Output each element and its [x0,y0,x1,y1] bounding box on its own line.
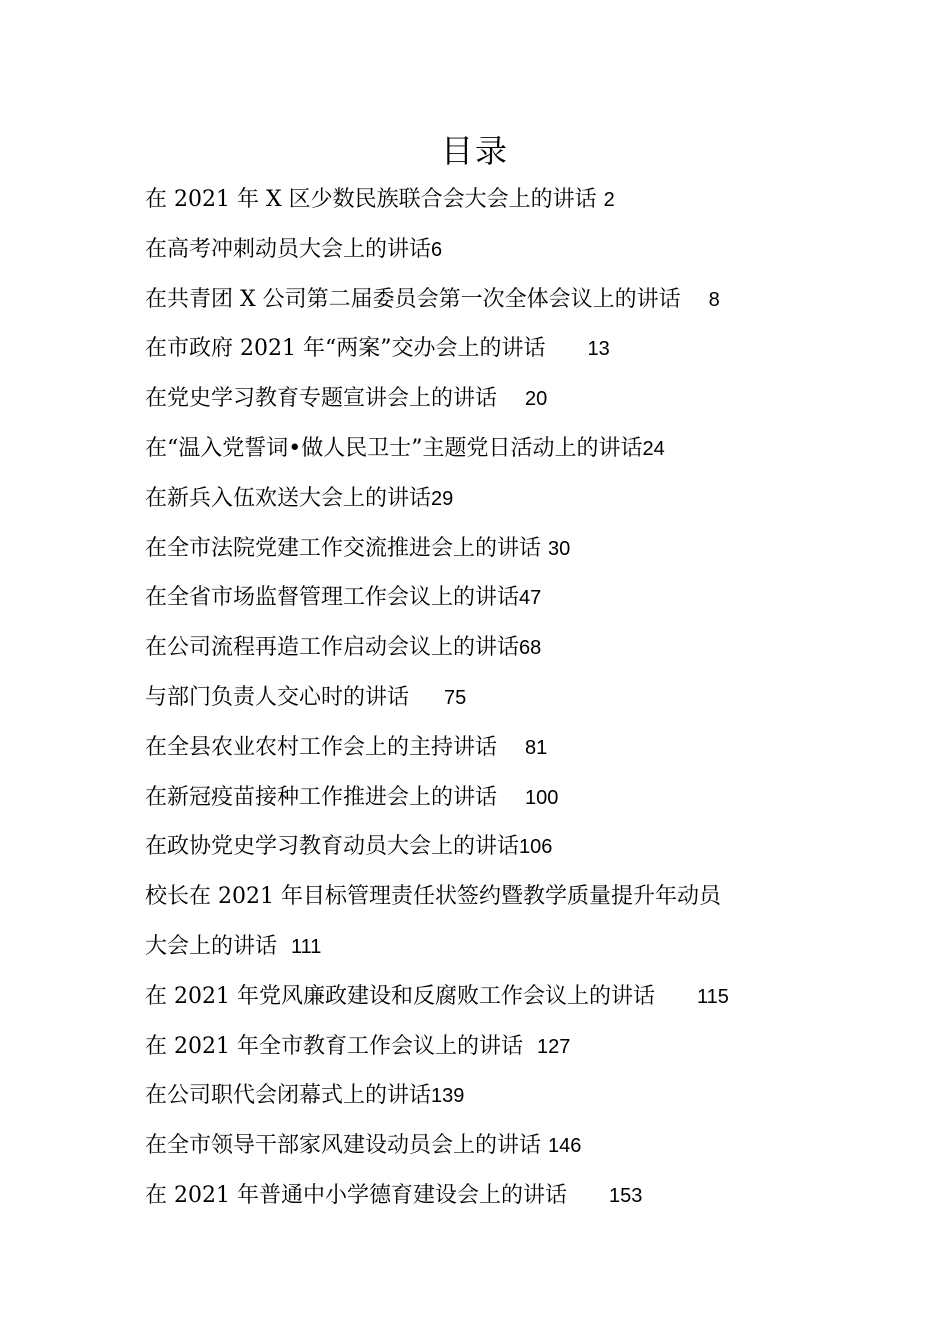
toc-entry-text: 在高考冲刺动员大会上的讲话 [145,236,432,262]
toc-entry-text: 与部门负责人交心时的讲话 [145,684,410,710]
toc-entry[interactable] [145,1121,845,1171]
toc-entry-page: 8 [708,288,720,311]
toc-entry-text: 在全省市场监督管理工作会议上的讲话 [145,585,520,611]
toc-entry-page: 111 [291,935,322,958]
toc-entry[interactable] [145,424,845,474]
toc-entry[interactable] [145,175,845,225]
toc-entry-text: 在 2021 年党风廉政建设和反腐败工作会议上的讲话 [145,983,655,1009]
toc-entry-text: 在 2021 年 X 区少数民族联合会大会上的讲话 [145,187,597,212]
toc-entry-text: 在 2021 年普通中小学德育建设会上的讲话 [145,1182,567,1208]
toc-entry-page: 29 [431,487,454,510]
toc-entry-text: 在全县农业农村工作会上的主持讲话 [145,734,498,760]
toc-entry[interactable] [145,573,845,623]
toc-entry[interactable] [145,972,845,1022]
toc-entry-page: 68 [519,637,542,660]
toc-entry[interactable] [145,374,845,424]
toc-title: 目录 [440,132,509,170]
toc-entry-page: 115 [696,985,729,1008]
toc-entry-page: 81 [525,736,548,759]
toc-entry[interactable] [145,474,845,524]
toc-entry[interactable] [145,324,845,374]
toc-entry-page: 20 [525,388,548,411]
toc-entry-text: 在共青团 X 公司第二届委员会第一次全体会议上的讲话 [145,286,681,312]
toc-entry-page: 30 [548,537,571,560]
toc-entry[interactable] [145,524,845,574]
toc-entry[interactable] [145,623,845,673]
toc-entry-page: 153 [608,1184,643,1207]
toc-entry-text: 大会上的讲话 [145,933,278,959]
toc-entry-text: 在“温入党誓词•做人民卫士”主题党日活动上的讲话 [145,435,643,461]
toc-entry[interactable] [145,1071,845,1121]
toc-entry-page: 13 [587,338,610,361]
toc-entry-page: 24 [642,437,665,460]
toc-entry[interactable] [145,225,845,275]
toc-entry-page: 127 [536,1035,571,1058]
toc-entry-page: 6 [431,238,443,261]
toc-entry-text-line1: 校长在 2021 年目标管理责任状签约暨教学质量提升年动员 [145,884,721,910]
toc-entry-text: 在公司流程再造工作启动会议上的讲话 [145,635,520,661]
toc-entry-text: 在全市法院党建工作交流推进会上的讲话 [145,535,542,561]
toc-entry-text: 在新兵入伍欢送大会上的讲话 [145,485,432,511]
toc-entry-text: 在市政府 2021 年“两案”交办会上的讲话 [145,336,546,362]
toc-entry-text: 在政协党史学习教育动员大会上的讲话 [145,834,520,860]
toc-entry[interactable] [145,872,845,972]
toc-entry-text: 在 2021 年全市教育工作会议上的讲话 [145,1033,523,1059]
toc-entry-page: 2 [603,189,615,211]
toc-entry[interactable] [145,723,845,773]
toc-entry-text: 在公司职代会闭幕式上的讲话 [145,1083,432,1109]
toc-entry-page: 139 [431,1085,465,1108]
toc-entry-text: 在党史学习教育专题宣讲会上的讲话 [145,386,498,412]
toc-entry[interactable] [145,275,845,325]
toc-entry-page: 100 [525,786,559,809]
toc-entry-text-line2 [145,922,845,972]
toc-entry[interactable] [145,822,845,872]
toc-entry[interactable] [145,673,845,723]
toc-entry-text: 在全市领导干部家风建设动员会上的讲话 [145,1133,542,1159]
toc-entry-page: 75 [443,686,467,709]
toc-entry-text: 在新冠疫苗接种工作推进会上的讲话 [145,784,498,810]
toc-entry[interactable] [145,1171,845,1221]
toc-entry[interactable] [145,773,845,823]
toc-entry-page: 106 [519,836,553,859]
toc-entry[interactable] [145,1022,845,1072]
toc-entry-page: 146 [548,1135,582,1158]
toc-entry-page: 47 [519,587,542,610]
toc-list [145,175,845,1221]
